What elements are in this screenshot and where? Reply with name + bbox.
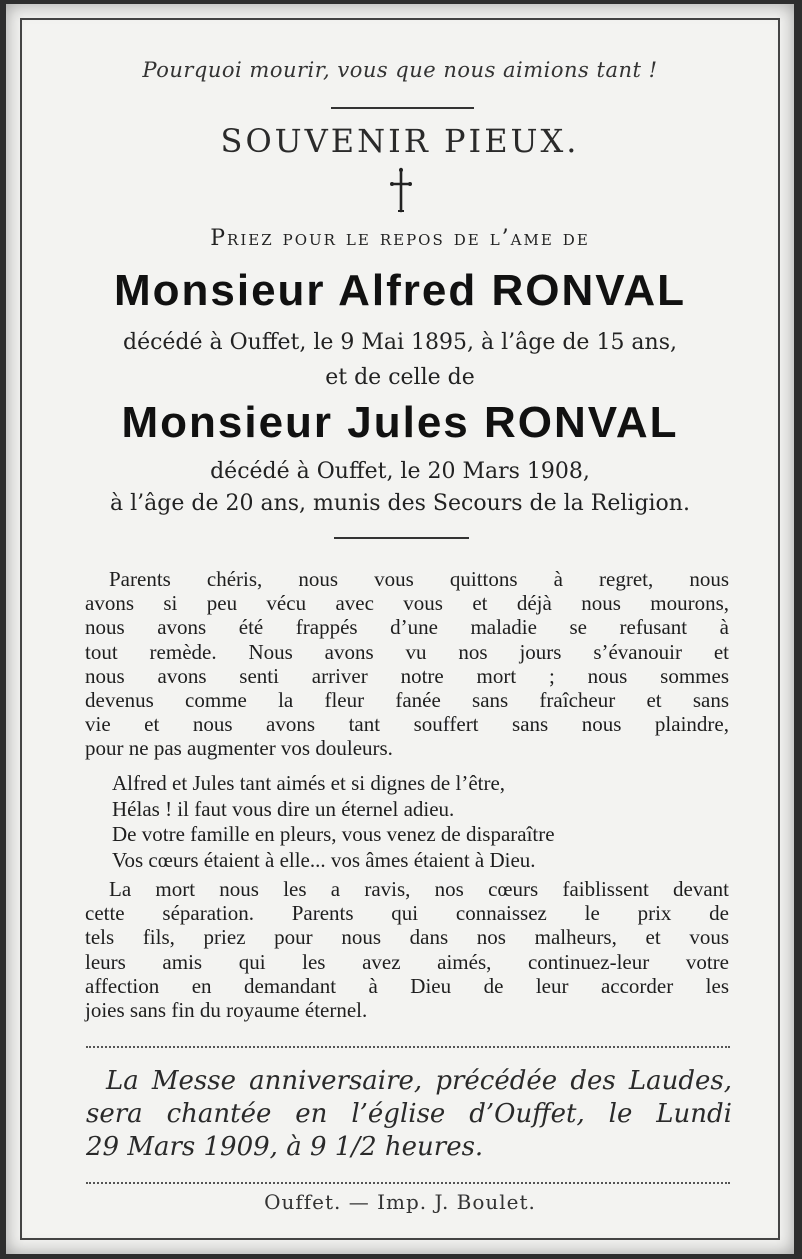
farewell-paragraph (85, 567, 729, 761)
person2-age-line: à l’âge de 20 ans, munis des Secours de la Religion. (110, 491, 690, 516)
paragraph-line: vie et nous avons tant souffert sans nous plaindre, (85, 712, 729, 737)
mass-line: La Messe anniversaire, précédée des Laudes, (106, 1066, 732, 1096)
person2-death-line: décédé à Ouffet, le 20 Mars 1908, (210, 459, 590, 484)
card-title: SOUVENIR PIEUX. (220, 122, 580, 160)
memorial-card (6, 4, 794, 1254)
connector-line: et de celle de (325, 365, 475, 390)
paragraph-line: nous avons été frappés d’une maladie se refusant à (85, 615, 729, 640)
prayer-heading: Priez pour le repos de l’ame de (210, 226, 590, 251)
epigraph: Pourquoi mourir, vous que nous aimions tant ! (142, 58, 658, 82)
middle-divider (334, 537, 469, 539)
dotted-divider (86, 1182, 730, 1184)
paragraph-line: tout remède. Nous avons vu nos jours s’évanouir et (85, 639, 729, 664)
top-divider (331, 107, 474, 109)
paragraph-line: pour ne pas augmenter vos douleurs. (85, 736, 393, 761)
verse-line: De votre famille en pleurs, vous venez de disparaître (112, 822, 555, 846)
verse-line: Alfred et Jules tant aimés et si dignes de l’être, (112, 771, 506, 795)
paragraph-line: affection en demandant à Dieu de leur accorder les (85, 973, 729, 998)
paragraph-line: Parents chéris, nous vous quittons à regret, nous (109, 567, 729, 591)
paragraph-line: tels fils, priez pour nous dans nos malheurs, et vous (85, 925, 729, 950)
printer-line: Ouffet. — Imp. J. Boulet. (264, 1190, 536, 1214)
person2-name: Monsieur Jules RONVAL (121, 398, 679, 447)
verse-line: Hélas ! il faut vous dire un éternel adieu. (112, 796, 455, 821)
paragraph-line: leurs amis qui les avez aimés, continuez-leur votre (85, 949, 729, 974)
paragraph-line: nous avons senti arriver notre mort ; nous sommes (85, 663, 729, 688)
person1-death-line: décédé à Ouffet, le 9 Mai 1895, à l’âge de 15 ans, (122, 330, 678, 355)
mass-notice (86, 1065, 732, 1164)
cross-icon (389, 167, 413, 213)
paragraph-line: devenus comme la fleur fanée sans fraîcheur et sans (85, 688, 729, 713)
verse (112, 771, 732, 873)
paragraph-line: cette séparation. Parents qui connaissez le prix de (85, 901, 729, 926)
paragraph-line: joies sans fin du royaume éternel. (85, 998, 368, 1023)
verse-line: Vos cœurs étaient à elle... vos âmes étaient à Dieu. (112, 847, 536, 872)
person1-name: Monsieur Alfred RONVAL (113, 266, 687, 315)
mass-line: 29 Mars 1909, à 9 1/2 heures. (86, 1132, 484, 1162)
closing-paragraph (85, 877, 729, 1022)
mass-line: sera chantée en l’église d’Ouffet, le Lundi (86, 1099, 732, 1129)
dotted-divider (86, 1046, 730, 1048)
paragraph-line: La mort nous les a ravis, nos cœurs faiblissent devant (109, 877, 729, 901)
card-content (6, 4, 794, 1254)
paragraph-line: avons si peu vécu avec vous et déjà nous mourons, (85, 591, 729, 616)
